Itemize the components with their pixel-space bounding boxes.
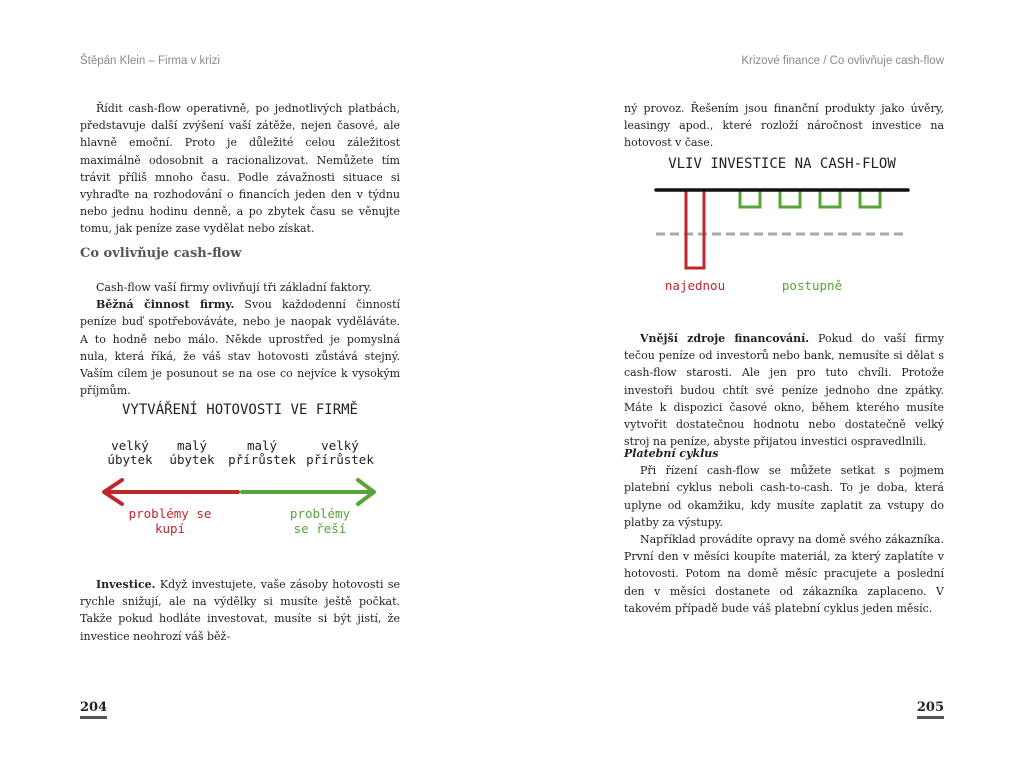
right-text-block-1 — [624, 100, 944, 152]
label-small-gain-1: malý — [246, 438, 278, 453]
paragraph — [624, 330, 944, 450]
label-big-loss-2: úbytek — [107, 452, 153, 467]
investment-diagram — [652, 148, 922, 304]
caption-problems-grow-1: problémy se — [128, 506, 212, 521]
right-text-block-2 — [624, 330, 944, 450]
green-bar-3 — [820, 190, 840, 207]
paragraph: ný provoz. Řešením jsou finanční produkty jako úvěry, leasingy apod., které rozloží náročnost investice na hotovost v čase. — [624, 102, 944, 150]
bold-lead: Investice. — [96, 578, 156, 591]
bold-lead: Běžná činnost firmy. — [96, 298, 235, 312]
paragraph: Cash-flow vaší firmy ovlivňují tři základní faktory. — [96, 281, 372, 294]
diagram-title: VLIV INVESTICE NA CASH-FLOW — [668, 156, 896, 172]
caption-problems-solved-1: problémy — [289, 506, 351, 521]
left-text-block-2 — [80, 279, 400, 399]
label-big-gain-2: přírůstek — [306, 452, 374, 467]
paragraph-text: Když investujete, vaše zásoby hotovosti se rychle snižují, ale na výdělky si musíte ještě počkat. Takže pokud hodláte investovat, musíte si být jistí, že investice neohrozí váš běž- — [80, 578, 400, 643]
green-bar-1 — [740, 190, 760, 207]
right-page — [512, 0, 1024, 768]
paragraph — [80, 576, 400, 645]
label-small-loss-1: malý — [176, 438, 208, 453]
label-small-loss-2: úbytek — [169, 452, 215, 467]
red-bar-investment — [686, 190, 704, 268]
page-number-left: 204 — [80, 700, 107, 719]
left-text-block-3 — [80, 576, 400, 645]
green-bar-4 — [860, 190, 880, 207]
caption-problems-grow-2: kupí — [154, 521, 186, 536]
label-gradually: postupně — [781, 278, 843, 293]
right-text-block-3 — [624, 445, 944, 617]
label-small-gain-2: přírůstek — [228, 452, 296, 467]
paragraph-text: Svou každodenní činností peníze buď spotřebováváte, nebo je naopak vyděláváte. A to hodně nebo málo. Někde uprostřed je pomyslná nula, která říká, že váš stav hotovosti zůstává stejný. Vaším cílem je posunout se na ose co nejvíce k vysokým příjmům. — [80, 298, 401, 398]
green-bar-2 — [780, 190, 800, 207]
label-big-loss-1: velký — [111, 438, 149, 453]
left-text-block-1 — [80, 100, 400, 238]
paragraph-text: Pokud do vaší firmy tečou peníze od investorů nebo bank, nemusíte si dělat s cash-flow starosti. Ale jen pro tuto chvíli. Protože investoři budou chtít své peníze jednoho dne zpátky. Máte k dispozici časové okno, během kterého musíte vytvořit dostatečnou hodnotu nebo dostatečně velký stroj na peníze, abyste přijatou investici ospravedlnili. — [624, 332, 944, 449]
section-heading: Co ovlivňuje cash-flow — [80, 246, 242, 261]
paragraph: Například provádíte opravy na domě svého zákazníka. První den v měsíci koupíte materiál, za který zaplatíte v hotovosti. Potom na domě měsíc pracujete a poslední den v měsíci dostanete od zákazníka zaplaceno. V takovém případě bude váš platební cyklus jeden měsíc. — [624, 533, 944, 615]
paragraph: Při řízení cash-flow se můžete setkat s pojmem platební cyklus neboli cash-to-cash. To je doba, která uplyne od okamžiku, kdy musíte zaplatit za vstupy do platby za výstupy. — [624, 464, 944, 529]
label-at-once: najednou — [664, 278, 726, 293]
cash-creation-diagram — [90, 392, 390, 552]
diagram-title: VYTVÁŘENÍ HOTOVOSTI VE FIRMĚ — [121, 402, 359, 418]
caption-problems-solved-2: se řeší — [293, 521, 347, 536]
subheading: Platební cyklus — [624, 447, 719, 460]
page-number-right: 205 — [917, 700, 944, 719]
paragraph: Řídit cash-flow operativně, po jednotlivých platbách, představuje další zvýšení vaší zátěže, nejen časové, ale hlavně emoční. Proto je důležité celou záležitost maximálně odosobnit a racionalizovat. Nemůžete tím trávit příliš mnoho času. Podle závažnosti situace si vyhraďte na rozhodování o financích jeden den v týdnu nebo jednu hodinu denně, a po zbytek času se věnujte tomu, jak peníze zase vydělat nebo získat. — [80, 102, 400, 236]
running-head-right: Krizové finance / Co ovlivňuje cash-flow — [741, 55, 944, 67]
paragraph — [80, 296, 400, 399]
label-big-gain-1: velký — [321, 438, 359, 453]
bold-lead: Vnější zdroje financování. — [640, 332, 810, 345]
running-head-left: Štěpán Klein – Firma v krizi — [80, 55, 220, 67]
